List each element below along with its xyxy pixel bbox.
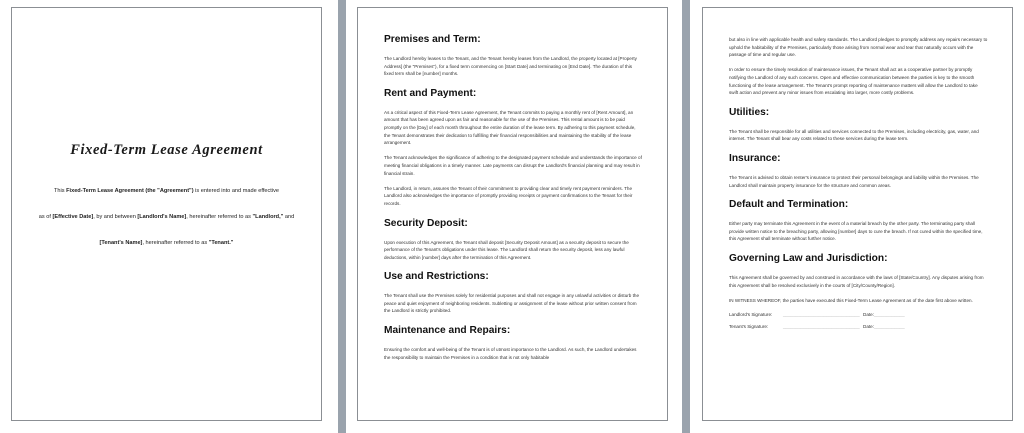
intro-line-1: [12, 188, 321, 194]
section-text-maintenance: Ensuring the comfort and well-being of the Tenant is of utmost importance to the Landlord. As such, the Landlord undertakes the responsibility to maintain the Premises in a condition that is not only habitable: [384, 347, 637, 360]
document-page-1: [11, 7, 322, 421]
section-heading-insurance: Insurance:: [729, 152, 781, 164]
section-text-insurance: The Tenant is advised to obtain renter's insurance to protect their personal belongings and liability within the Premises. The Landlord shall maintain property insurance for the structure and common areas.: [729, 174, 979, 188]
agreement-name: Fixed-Term Lease Agreement (the "Agreement"): [66, 188, 194, 194]
date-line: ____________: [873, 324, 905, 330]
tenant-signature-label: Tenant's Signature:: [729, 324, 769, 330]
intro-text: , hereinafter referred to as: [142, 240, 209, 246]
section-text-premises: The Landlord hereby leases to the Tenant, and the Tenant hereby leases from the Landlord, the property located at [Property Address] (the "Premises"), for a fixed term commencing on [Start Date] and terminating on [End Date]. The duration of this fixed term shall be [number] months.: [384, 56, 637, 77]
section-text-utilities: The Tenant shall be responsible for all utilities and services connected to the Premises, including electricity, gas, water, and internet. The Tenant shall bear any costs related to these services during the lease term.: [729, 128, 979, 142]
section-text-rent-2: The Tenant acknowledges the significance of adhering to the designated payment schedule and understands the importance of meeting financial obligations in a timely manner. Late payments can disrupt the Landlord's financial planning and may result in financial strain.: [384, 155, 642, 176]
page-separator: [338, 0, 346, 433]
section-text-law: This Agreement shall be governed by and construed in accordance with the laws of [State/Country]. Any disputes arising from this Agreement shall be resolved exclusively in the courts of [City/County/Region].: [729, 274, 984, 288]
landlord-signature-label: Landlord's Signature:: [729, 311, 773, 317]
section-heading-rent: Rent and Payment:: [384, 87, 477, 99]
section-text-maintenance-cont-1: but also in line with applicable health and safety standards. The Landlord pledges to promptly address any repairs necessary to uphold the habitability of the Premises, particularly those arising from normal wear and tear that naturally occurs with the passage of time and regular use.: [729, 37, 988, 58]
section-heading-deposit: Security Deposit:: [384, 217, 468, 229]
intro-line-3: [12, 240, 321, 246]
section-text-maintenance-cont-2: In order to ensure the timely resolution of maintenance issues, the Tenant shall act as a cooperative partner by promptly notifying the Landlord of any such concerns. Open and effective communication between the parties is key to the smooth functioning of the lease arrangement. The Tenant's prompt reporting of maintenance matters will allow the Landlord to take swift action and prevent any minor issues from escalating into larger, more costly problems.: [729, 67, 978, 96]
section-text-rent-1: As a critical aspect of this Fixed-Term Lease Agreement, the Tenant commits to paying a monthly rent of [Rent Amount], an amount that has been agreed upon as fair and reasonable for the use of the Premises. This rental amount is to be paid promptly on the [Day] of each month throughout the entire duration of the lease term. By adhering to this payment schedule, the Tenant demonstrates their dedication to fulfilling their financial responsibilities and maintaining the stability of the lease arrangement.: [384, 109, 636, 146]
intro-text: is entered into and made effective: [193, 188, 279, 194]
tenant-term: "Tenant.": [208, 240, 234, 246]
section-text-rent-3: The Landlord, in return, assures the Tenant of their commitment to providing clear and timely rent payment reminders. The Landlord also acknowledges the importance of promptly providing receipts or payment confirmations to the Tenant for their records.: [384, 185, 633, 206]
tenant-signature-line: ______________________________: [783, 324, 860, 330]
intro-text: and: [283, 214, 295, 220]
landlord-signature-line: ______________________________: [783, 311, 860, 317]
date-label: Date:: [863, 311, 874, 317]
document-page-3: [702, 7, 1013, 421]
witness-text: IN WITNESS WHEREOF, the parties have executed this Fixed-Term Lease Agreement as of the date first above written.: [729, 297, 973, 303]
intro-text: as of: [38, 214, 53, 220]
landlord-name-placeholder: [Landlord's Name]: [137, 214, 187, 220]
section-text-use: The Tenant shall use the Premises solely for residential purposes and shall not engage in any unlawful activities or disturb the peace and quiet enjoyment of neighboring residents. Subletting or assignment of the lease without prior written consent from the Landlord is strictly prohibited.: [384, 293, 640, 314]
landlord-term: "Landlord,": [252, 214, 284, 220]
intro-text: , hereinafter referred to as: [186, 214, 253, 220]
page-separator: [682, 0, 690, 433]
date-label: Date:: [863, 324, 874, 330]
tenant-signature-row: [729, 324, 988, 329]
intro-text: This: [53, 188, 67, 194]
effective-date-placeholder: [Effective Date]: [52, 214, 94, 220]
section-text-default: Either party may terminate this Agreement in the event of a material breach by the other party. The terminating party shall provide written notice to the breaching party, allowing [number] days to cure the breach. If not cured within the specified time, this Agreement shall terminate without further notice.: [729, 221, 983, 242]
intro-line-2: [12, 214, 321, 220]
section-heading-utilities: Utilities:: [729, 106, 770, 118]
section-heading-premises: Premises and Term:: [384, 34, 481, 45]
section-heading-maintenance: Maintenance and Repairs:: [384, 325, 511, 337]
document-title: Fixed-Term Lease Agreement: [70, 142, 263, 158]
intro-text: , by and between: [93, 214, 138, 220]
section-heading-use: Use and Restrictions:: [384, 271, 489, 283]
section-heading-default: Default and Termination:: [729, 199, 849, 211]
tenant-name-placeholder: [Tenant's Name]: [99, 240, 143, 246]
document-page-2: [357, 7, 668, 421]
section-text-deposit: Upon execution of this Agreement, the Tenant shall deposit [Security Deposit Amount] as a security deposit to secure the performance of the Tenant's obligations under this lease. The Landlord shall return the security deposit, less any lawful deductions, within [number] days after the termination of this Agreement.: [384, 239, 629, 260]
date-line: ____________: [873, 311, 905, 317]
section-heading-law: Governing Law and Jurisdiction:: [729, 252, 888, 264]
